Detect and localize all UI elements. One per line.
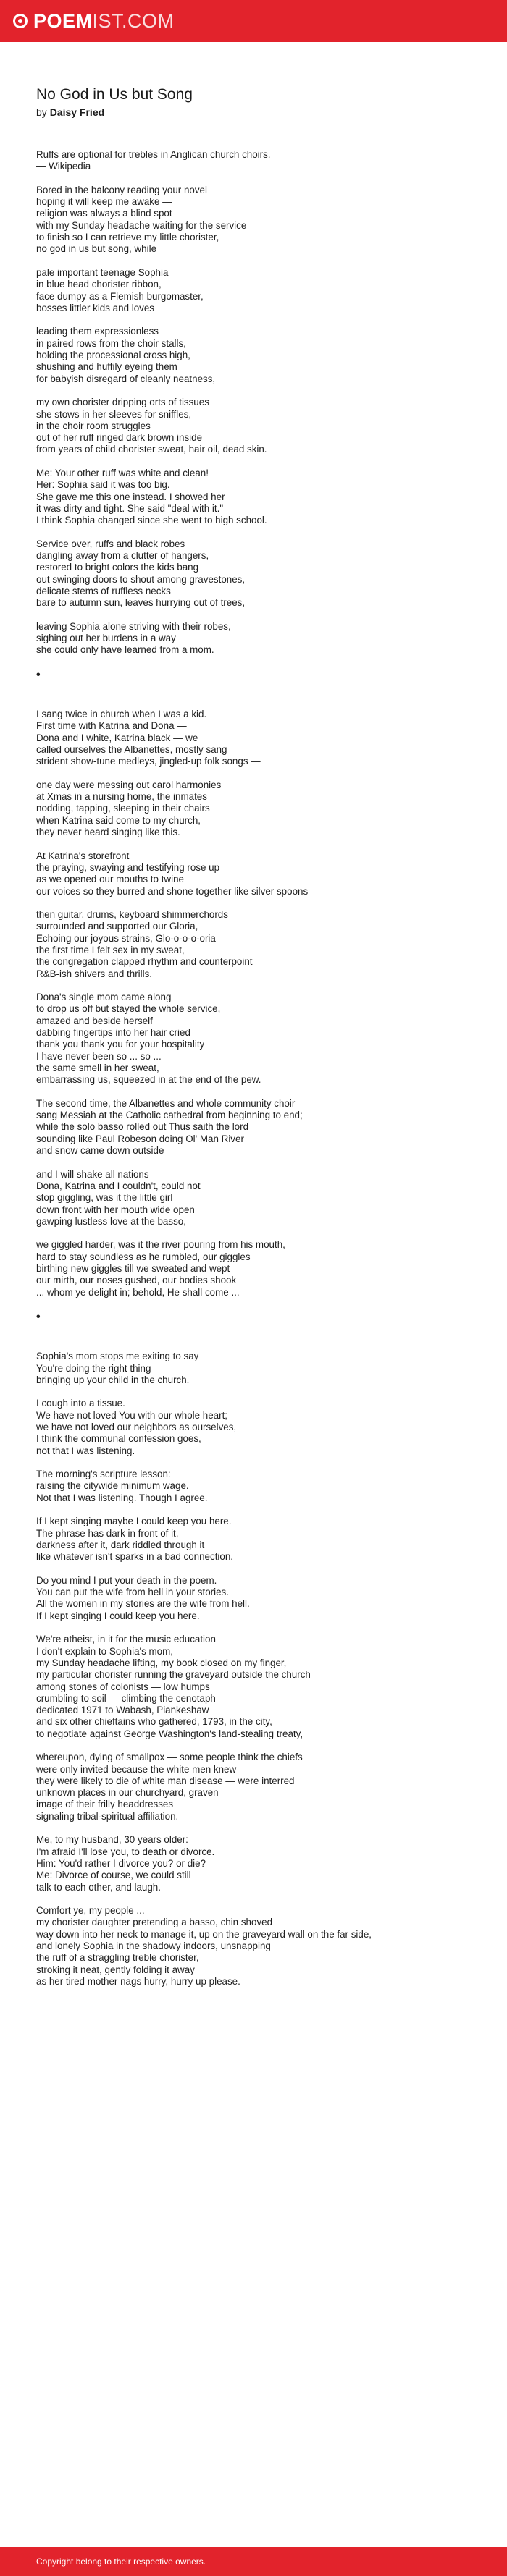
- poem-line: You're doing the right thing: [36, 1362, 151, 1374]
- stanza: [36, 1469, 478, 1504]
- section-separator: •: [36, 1311, 41, 1324]
- poem-line: like whatever isn't sparks in a bad connection.: [36, 1551, 234, 1563]
- poem-line: unknown places in our churchyard, graven: [36, 1787, 219, 1799]
- stanza: [36, 1351, 478, 1386]
- stanza: [36, 621, 478, 656]
- poem-line: she could only have learned from a mom.: [36, 644, 214, 656]
- poem-line: one day were messing out carol harmonies: [36, 779, 222, 790]
- poem-line: then guitar, drums, keyboard shimmerchords: [36, 909, 228, 921]
- poem-line: when Katrina said come to my church,: [36, 814, 201, 826]
- poem-line: Dona and I white, Katrina black — we: [36, 732, 198, 743]
- poem-line: — Wikipedia: [36, 161, 91, 172]
- stanza: [36, 909, 478, 980]
- poem-line: my Sunday headache lifting, my book closed on my finger,: [36, 1657, 287, 1668]
- poem-line: we have not loved our neighbors as ourselves,: [36, 1421, 237, 1432]
- poem-line: The phrase has dark in front of it,: [36, 1527, 179, 1539]
- poem-content: [36, 85, 478, 2000]
- poem-line: and lonely Sophia in the shadowy indoors, unsnapping: [36, 1941, 271, 1952]
- stanza: [36, 1516, 478, 1563]
- poem-line: stop giggling, was it the little girl: [36, 1192, 173, 1204]
- poem-line: holding the processional cross high,: [36, 350, 190, 361]
- poem-line: sounding like Paul Robeson doing Ol' Man River: [36, 1133, 244, 1144]
- stanza: [36, 1634, 478, 1740]
- poem-line: for babyish disregard of cleanly neatness,: [36, 373, 216, 384]
- poem-line: in blue head chorister ribbon,: [36, 279, 162, 290]
- poem-line: Bored in the balcony reading your novel: [36, 184, 207, 195]
- poem-line: The second time, the Albanettes and whole community choir: [36, 1097, 296, 1109]
- poem-line: with my Sunday headache waiting for the service: [36, 219, 247, 231]
- poem-line: bare to autumn sun, leaves hurrying out of trees,: [36, 597, 246, 609]
- section-separator: •: [36, 669, 41, 682]
- poem-line: and I will shake all nations: [36, 1168, 149, 1180]
- poem-line: Echoing our joyous strains, Glo-o-o-o-oria: [36, 932, 216, 944]
- stanza: [36, 1834, 478, 1893]
- poem-line: First time with Katrina and Dona —: [36, 720, 190, 732]
- stanza: [36, 709, 478, 767]
- poem-line: ... whom ye delight in; behold, He shall come ...: [36, 1286, 240, 1298]
- stanza: [36, 468, 478, 526]
- poem-line: my own chorister dripping orts of tissues: [36, 397, 209, 408]
- poem-line: they were likely to die of white man disease — were interred: [36, 1775, 295, 1786]
- stanza: [36, 1098, 478, 1157]
- poem-line: called ourselves the Albanettes, mostly sang: [36, 743, 227, 755]
- poem-line: Dona, Katrina and I couldn't, could not: [36, 1180, 201, 1191]
- poem-line: among stones of colonists — low humps: [36, 1681, 210, 1692]
- poem-line: raising the citywide minimum wage.: [36, 1480, 189, 1492]
- stanza: [36, 397, 478, 455]
- poem-line: talk to each other, and laugh.: [36, 1881, 161, 1893]
- poem-line: it was dirty and tight. She said "deal with it.": [36, 502, 224, 514]
- poem-line: Not that I was listening. Though I agree.: [36, 1492, 208, 1503]
- poem-line: the praying, swaying and testifying rose up: [36, 861, 220, 873]
- poem-line: in the choir room struggles: [36, 420, 151, 431]
- poem-line: sang Messiah at the Catholic cathedral from beginning to end;: [36, 1110, 303, 1121]
- poem-line: We have not loved You with our whole heart;: [36, 1409, 228, 1421]
- poem-line: out swinging doors to shout among gravestones,: [36, 573, 246, 585]
- poem-line: delicate stems of ruffless necks: [36, 585, 171, 596]
- poem-line: embarrassing us, squeezed in at the end of the pew.: [36, 1074, 261, 1086]
- poem-line: Sophia's mom stops me exiting to say: [36, 1351, 199, 1362]
- poem-line: she stows in her sleeves for sniffles,: [36, 408, 192, 420]
- poem-line: dedicated 1971 to Wabash, Piankeshaw: [36, 1705, 209, 1716]
- poem-line: Do you mind I put your death in the poem.: [36, 1574, 217, 1586]
- poem-line: bringing up your child in the church.: [36, 1374, 190, 1385]
- site-footer: [0, 2547, 507, 2576]
- poem-line: gawping lustless love at the basso,: [36, 1215, 186, 1227]
- poem-line: If I kept singing maybe I could keep you here.: [36, 1516, 232, 1527]
- poem-line: to drop us off but stayed the whole service,: [36, 1003, 221, 1015]
- poem-line: darkness after it, dark riddled through it: [36, 1539, 205, 1550]
- poem-line: signaling tribal-spiritual affiliation.: [36, 1810, 179, 1822]
- poem-body: [36, 149, 478, 1988]
- stanza: [36, 267, 478, 314]
- stanza: [36, 850, 478, 898]
- poem-line: our voices so they burred and shone together like silver spoons: [36, 885, 309, 897]
- poem-line: bosses littler kids and loves: [36, 302, 154, 313]
- poem-line: I have never been so ... so ...: [36, 1050, 162, 1062]
- poem-line: All the women in my stories are the wife from hell.: [36, 1598, 250, 1610]
- poem-line: not that I was listening.: [36, 1445, 135, 1456]
- poem-line: they never heard singing like this.: [36, 827, 180, 838]
- stanza: [36, 1575, 478, 1622]
- poem-line: restored to bright colors the kids bang: [36, 562, 199, 573]
- poem-line: and snow came down outside: [36, 1145, 164, 1157]
- poem-line: hard to stay soundless as he rumbled, our giggles: [36, 1251, 251, 1262]
- stanza: [36, 326, 478, 384]
- poem-line: pale important teenage Sophia: [36, 266, 169, 278]
- poem-line: the congregation clapped rhythm and counterpoint: [36, 956, 253, 968]
- poem-line: dangling away from a clutter of hangers,: [36, 550, 209, 562]
- poem-line: Him: You'd rather I divorce you? or die?: [36, 1857, 206, 1869]
- stanza: [36, 1905, 478, 1988]
- stanza: [36, 539, 478, 609]
- poem-line: Me: Divorce of course, we could still: [36, 1870, 191, 1881]
- poem-line: the same smell in her sweat,: [36, 1062, 159, 1073]
- poem-line: I don't explain to Sophia's mom,: [36, 1645, 173, 1657]
- poem-line: I cough into a tissue.: [36, 1398, 125, 1409]
- poem-line: our mirth, our noses gushed, our bodies shook: [36, 1275, 237, 1286]
- stanza: [36, 992, 478, 1086]
- poem-line: out of her ruff ringed dark brown inside: [36, 432, 203, 444]
- poem-line: Service over, ruffs and black robes: [36, 538, 185, 549]
- poem-line: surrounded and supported our Gloria,: [36, 921, 198, 932]
- poem-line: and six other chieftains who gathered, 1793, in the city,: [36, 1716, 272, 1728]
- stanza: [36, 1752, 478, 1823]
- poem-title: No God in Us but Song: [36, 86, 193, 103]
- poem-line: If I kept singing I could keep you here.: [36, 1610, 200, 1621]
- stanza: [36, 1169, 478, 1228]
- poem-line: from years of child chorister sweat, hair oil, dead skin.: [36, 444, 267, 455]
- poem-line: we giggled harder, was it the river pouring from his mouth,: [36, 1239, 285, 1251]
- poem-line: Ruffs are optional for trebles in Anglican church choirs.: [36, 149, 271, 160]
- poem-line: face dumpy as a Flemish burgomaster,: [36, 290, 204, 302]
- stanza: [36, 185, 478, 256]
- poem-line: as we opened our mouths to twine: [36, 874, 184, 885]
- author-name: Daisy Fried: [49, 106, 105, 118]
- poem-line: thank you thank you for your hospitality: [36, 1039, 205, 1050]
- poem-line: at Xmas in a nursing home, the inmates: [36, 791, 207, 803]
- logo-icon: [13, 14, 28, 28]
- poem-line: stroking it neat, gently folding it away: [36, 1964, 195, 1975]
- stanza: [36, 149, 478, 173]
- poem-line: You can put the wife from hell in your stories.: [36, 1587, 229, 1598]
- byline: [36, 106, 478, 119]
- poem-line: I sang twice in church when I was a kid.: [36, 709, 207, 720]
- poem-line: no god in us but song, while: [36, 243, 157, 255]
- poem-line: image of their frilly headdresses: [36, 1799, 174, 1810]
- poem-line: the ruff of a straggling treble chorister,: [36, 1952, 199, 1964]
- stanza: [36, 1398, 478, 1456]
- poem-line: whereupon, dying of smallpox — some people think the chiefs: [36, 1752, 303, 1763]
- logo-text-light: IST.COM: [92, 10, 175, 32]
- logo-text: [33, 9, 175, 33]
- poem-line: I'm afraid I'll lose you, to death or divorce.: [36, 1846, 215, 1857]
- poem-line: to finish so I can retrieve my little chorister,: [36, 232, 219, 243]
- poem-line: Me, to my husband, 30 years older:: [36, 1834, 188, 1846]
- poem-line: birthing new giggles till we sweated and wept: [36, 1263, 230, 1275]
- site-header: [0, 0, 507, 42]
- poem-line: crumbling to soil — climbing the cenotaph: [36, 1692, 216, 1704]
- poem-line: strident show-tune medleys, jingled-up folk songs —: [36, 756, 264, 767]
- poem-line: hoping it will keep me awake —: [36, 196, 175, 208]
- poem-line: Comfort ye, my people ...: [36, 1905, 156, 1917]
- site-logo[interactable]: [13, 9, 175, 33]
- poem-line: At Katrina's storefront: [36, 850, 130, 861]
- poem-line: the first time I felt sex in my sweat,: [36, 945, 185, 955]
- poem-line: to negotiate against George Washington's land-stealing treaty,: [36, 1728, 303, 1739]
- poem-line: sighing out her burdens in a way: [36, 633, 176, 644]
- poem-line: nodding, tapping, sleeping in their chairs: [36, 803, 210, 814]
- poem-line: Dona's single mom came along: [36, 992, 172, 1003]
- poem-line: amazed and beside herself: [36, 1015, 153, 1026]
- poem-line: while the solo basso rolled out Thus saith the lord: [36, 1121, 249, 1133]
- poem-line: religion was always a blind spot —: [36, 208, 188, 219]
- byline-prefix: by: [36, 106, 47, 118]
- poem-line: my particular chorister running the graveyard outside the church: [36, 1669, 311, 1681]
- poem-line: in paired rows from the choir stalls,: [36, 337, 186, 349]
- poem-line: dabbing fingertips into her hair cried: [36, 1027, 190, 1039]
- stanza: [36, 780, 478, 838]
- poem-line: Her: Sophia said it was too big.: [36, 479, 170, 491]
- logo-text-bold: POEM: [33, 10, 93, 32]
- poem-line: Me: Your other ruff was white and clean!: [36, 468, 209, 479]
- poem-line: leaving Sophia alone striving with their robes,: [36, 620, 231, 632]
- poem-line: leading them expressionless: [36, 326, 159, 337]
- poem-line: my chorister daughter pretending a basso, chin shoved: [36, 1917, 273, 1928]
- poem-line: way down into her neck to manage it, up on the graveyard wall on the far side,: [36, 1928, 372, 1940]
- stanza: [36, 1239, 478, 1298]
- poem-line: She gave me this one instead. I showed her: [36, 491, 225, 502]
- copyright-text: Copyright belong to their respective owners.: [36, 2556, 206, 2567]
- poem-line: I think Sophia changed since she went to high school.: [36, 515, 267, 526]
- poem-line: as her tired mother nags hurry, hurry up please.: [36, 1975, 240, 1987]
- poem-line: The morning's scripture lesson:: [36, 1469, 171, 1480]
- poem-line: We're atheist, in it for the music education: [36, 1634, 216, 1645]
- poem-line: down front with her mouth wide open: [36, 1204, 195, 1215]
- poem-line: shushing and huffily eyeing them: [36, 361, 177, 373]
- poem-line: were only invited because the white men knew: [36, 1763, 237, 1775]
- poem-line: I think the communal confession goes,: [36, 1433, 201, 1445]
- poem-line: R&B-ish shivers and thrills.: [36, 968, 152, 979]
